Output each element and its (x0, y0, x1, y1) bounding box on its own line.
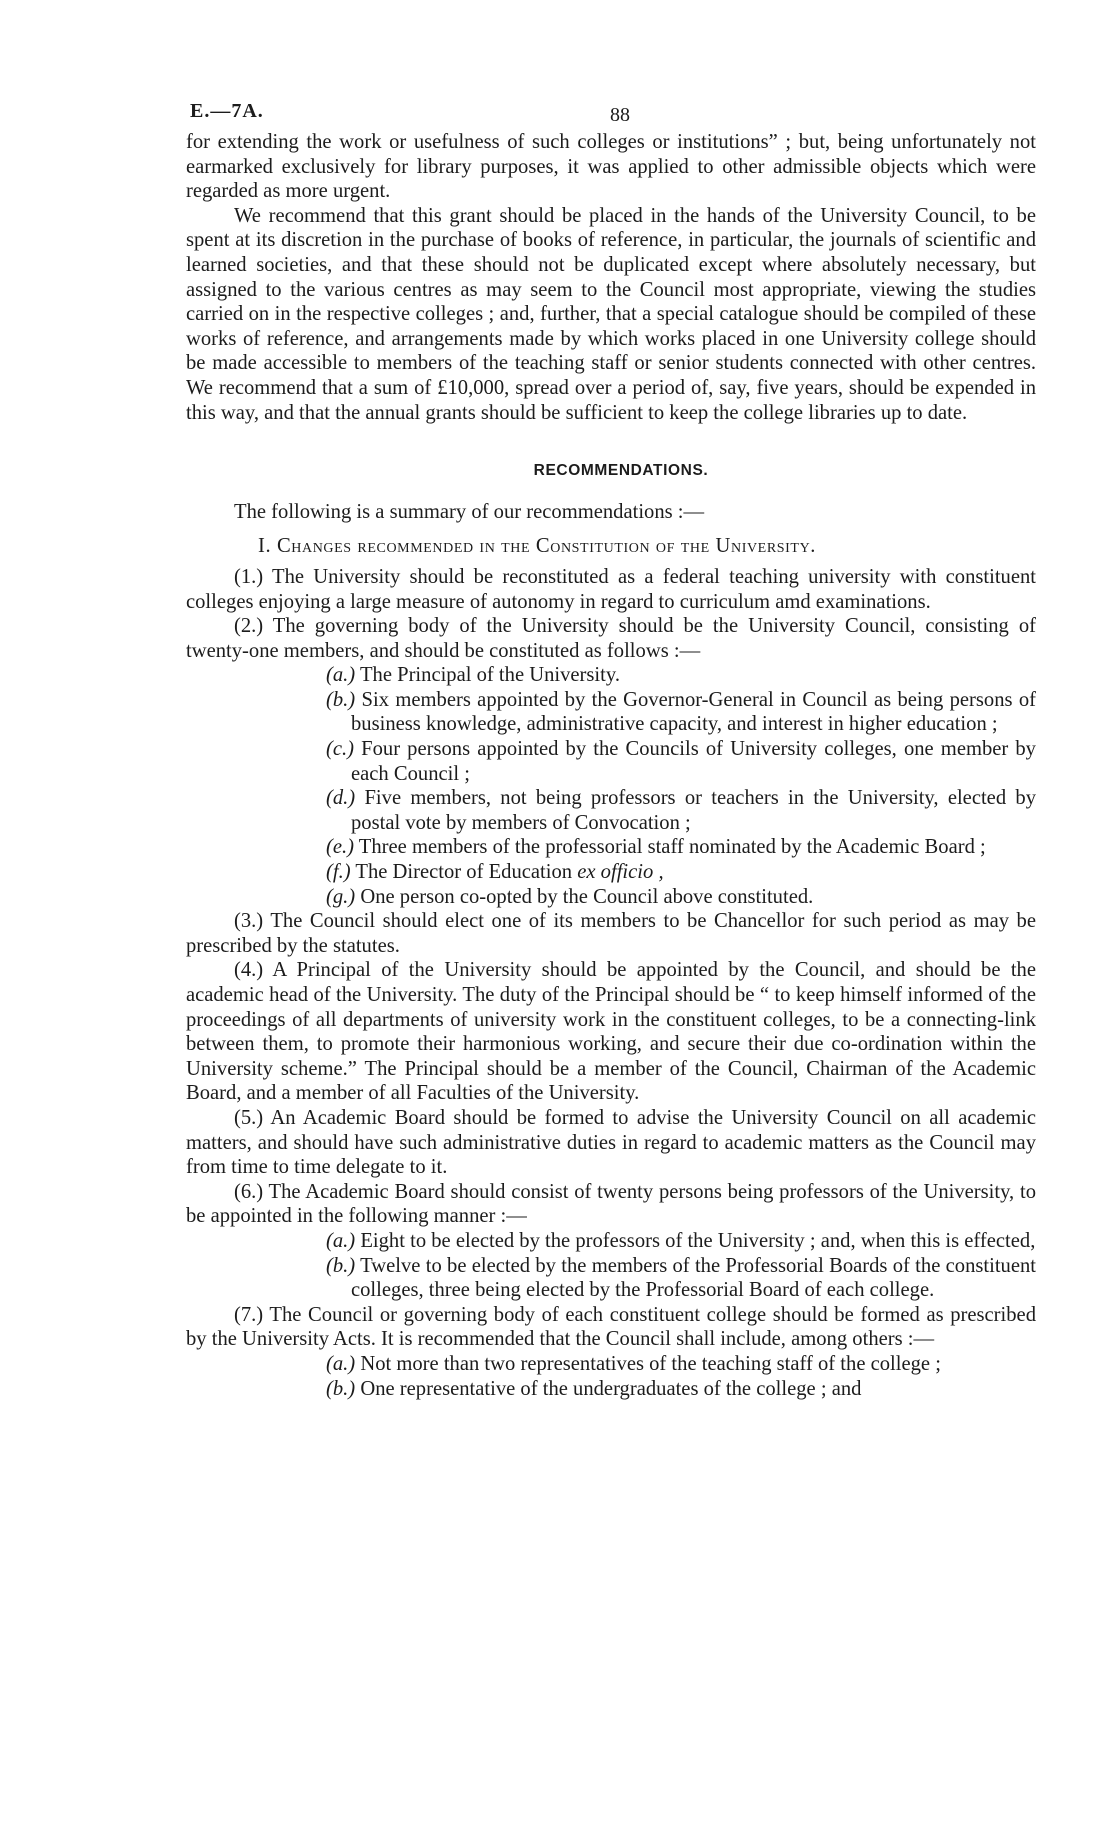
sub-label: (a.) (326, 664, 356, 687)
sub-label: (b.) (326, 688, 356, 711)
sub-item-2g (186, 885, 1036, 910)
sub-text: One person co-opted by the Council above constituted. (360, 885, 814, 908)
sub-text: Six members appointed by the Governor-General in Council as being persons of business knowledge, administrative capacity, and interest in higher education ; (351, 688, 1037, 736)
sub-label: (d.) (326, 787, 356, 810)
sub-item-6a (186, 1229, 1036, 1254)
sub-item-7b (186, 1377, 1036, 1402)
sub-text: Five members, not being professors or teachers in the University, elected by postal vote by members of Convocation ; (351, 787, 1037, 834)
recommendation-7: (7.) The Council or governing body of each constituent college should be formed as prescribed by the University Acts. It is recommended that the Council shall include, among others :— (186, 1303, 1036, 1351)
sub-text: Not more than two representatives of the teaching staff of the college ; (360, 1352, 941, 1375)
recommendation-2: (2.) The governing body of the University should be the University Council, consisting of twenty-one members, and should be constituted as follows :— (186, 615, 1036, 662)
document-page (186, 100, 1036, 1401)
sub-text-italic: ex officio , (577, 861, 664, 884)
sub-label: (b.) (326, 1377, 356, 1400)
recommendations-heading: RECOMMENDATIONS. (533, 462, 709, 480)
sub-text: One representative of the undergraduates of the college ; and (360, 1377, 862, 1400)
sub-text: Four persons appointed by the Councils of University colleges, one member by each Council ; (351, 738, 1036, 785)
sub-label: (b.) (326, 1254, 356, 1277)
page-number: 88 (610, 104, 630, 126)
sub-label: (e.) (326, 836, 355, 859)
recommendation-3: (3.) The Council should elect one of its members to be Chancellor for such period as may be prescribed by the statutes. (186, 910, 1036, 957)
document-code: E.—7A. (190, 100, 264, 122)
sub-item-2e (186, 835, 1036, 860)
sub-text: Twelve to be elected by the members of the Professorial Boards of the constituent colleges, three being elected by the Professorial Board of each college. (351, 1254, 1037, 1302)
recommendation-1: (1.) The University should be reconstituted as a federal teaching university with constituent colleges enjoying a large measure of autonomy in regard to curriculum amd examinations. (186, 565, 1036, 613)
sub-label: (a.) (326, 1229, 356, 1252)
sub-item-2a (186, 663, 1036, 688)
sub-label: (c.) (326, 738, 355, 761)
recommendation-4: (4.) A Principal of the University should be appointed by the Council, and should be the academic head of the University. The duty of the Principal should be “ to keep himself informed of the proceedings of all departments of university work in the constituent colleges, to be a connecting-link between them, to promote their harmonious working, and secure their due co-ordination within the University scheme.” The Principal should be a member of the Council, Chairman of the Academic Board, and a member of all Faculties of the University. (186, 959, 1036, 1105)
sub-text: The Principal of the University. (359, 664, 620, 687)
body-text (186, 130, 1036, 1401)
sub-label: (a.) (326, 1352, 356, 1375)
sub-item-6b (186, 1254, 1036, 1303)
paragraph-library-grant: We recommend that this grant should be placed in the hands of the University Council, to be spent at its discretion in the purchase of books of reference, in particular, the journals of scientific and learned societies, and that these should not be duplicated except where absolutely necessary, but assigned to the various centres as may seem to the Council most appropriate, viewing the studies carried on in the respective colleges ; and, further, that a special catalogue should be compiled of these works of reference, and arrangements made by which works placed in one University college should be made accessible to members of the teaching staff or senior students connected with other centres. We recommend that a sum of £10,000, spread over a period of, say, five years, should be expended in this way, and that the annual grants should be sufficient to keep the college libraries up to date. (186, 204, 1036, 424)
recommendations-intro: The following is a summary of our recommendations :— (234, 500, 705, 523)
sub-text: Eight to be elected by the professors of the University ; and, when this is effected, (360, 1229, 1036, 1252)
sub-item-2f (186, 860, 1036, 885)
sub-item-2c (186, 737, 1036, 786)
sub-item-2d (186, 786, 1036, 835)
page-header (186, 100, 1036, 130)
sub-text: The Director of Education (355, 861, 573, 884)
recommendation-5: (5.) An Academic Board should be formed to advise the University Council on all academic matters, and should have such administrative duties in regard to academic matters as the Council may from time to time delegate to it. (186, 1106, 1036, 1179)
sub-item-2b (186, 688, 1036, 737)
section-heading: I. Changes recommended in the Constitution of the University. (258, 535, 817, 558)
paragraph-continuation: for extending the work or usefulness of such colleges or institutions” ; but, being unfortunately not earmarked exclusively for library purposes, it was applied to other admissible objects which were regarded as more urgent. (186, 131, 1036, 203)
sub-label: (g.) (326, 885, 356, 908)
sub-text: Three members of the professorial staff nominated by the Academic Board ; (358, 836, 986, 859)
sub-item-7a (186, 1352, 1036, 1377)
recommendation-6: (6.) The Academic Board should consist of twenty persons being professors of the University, to be appointed in the following manner :— (186, 1180, 1036, 1228)
sub-label: (f.) (326, 861, 351, 884)
